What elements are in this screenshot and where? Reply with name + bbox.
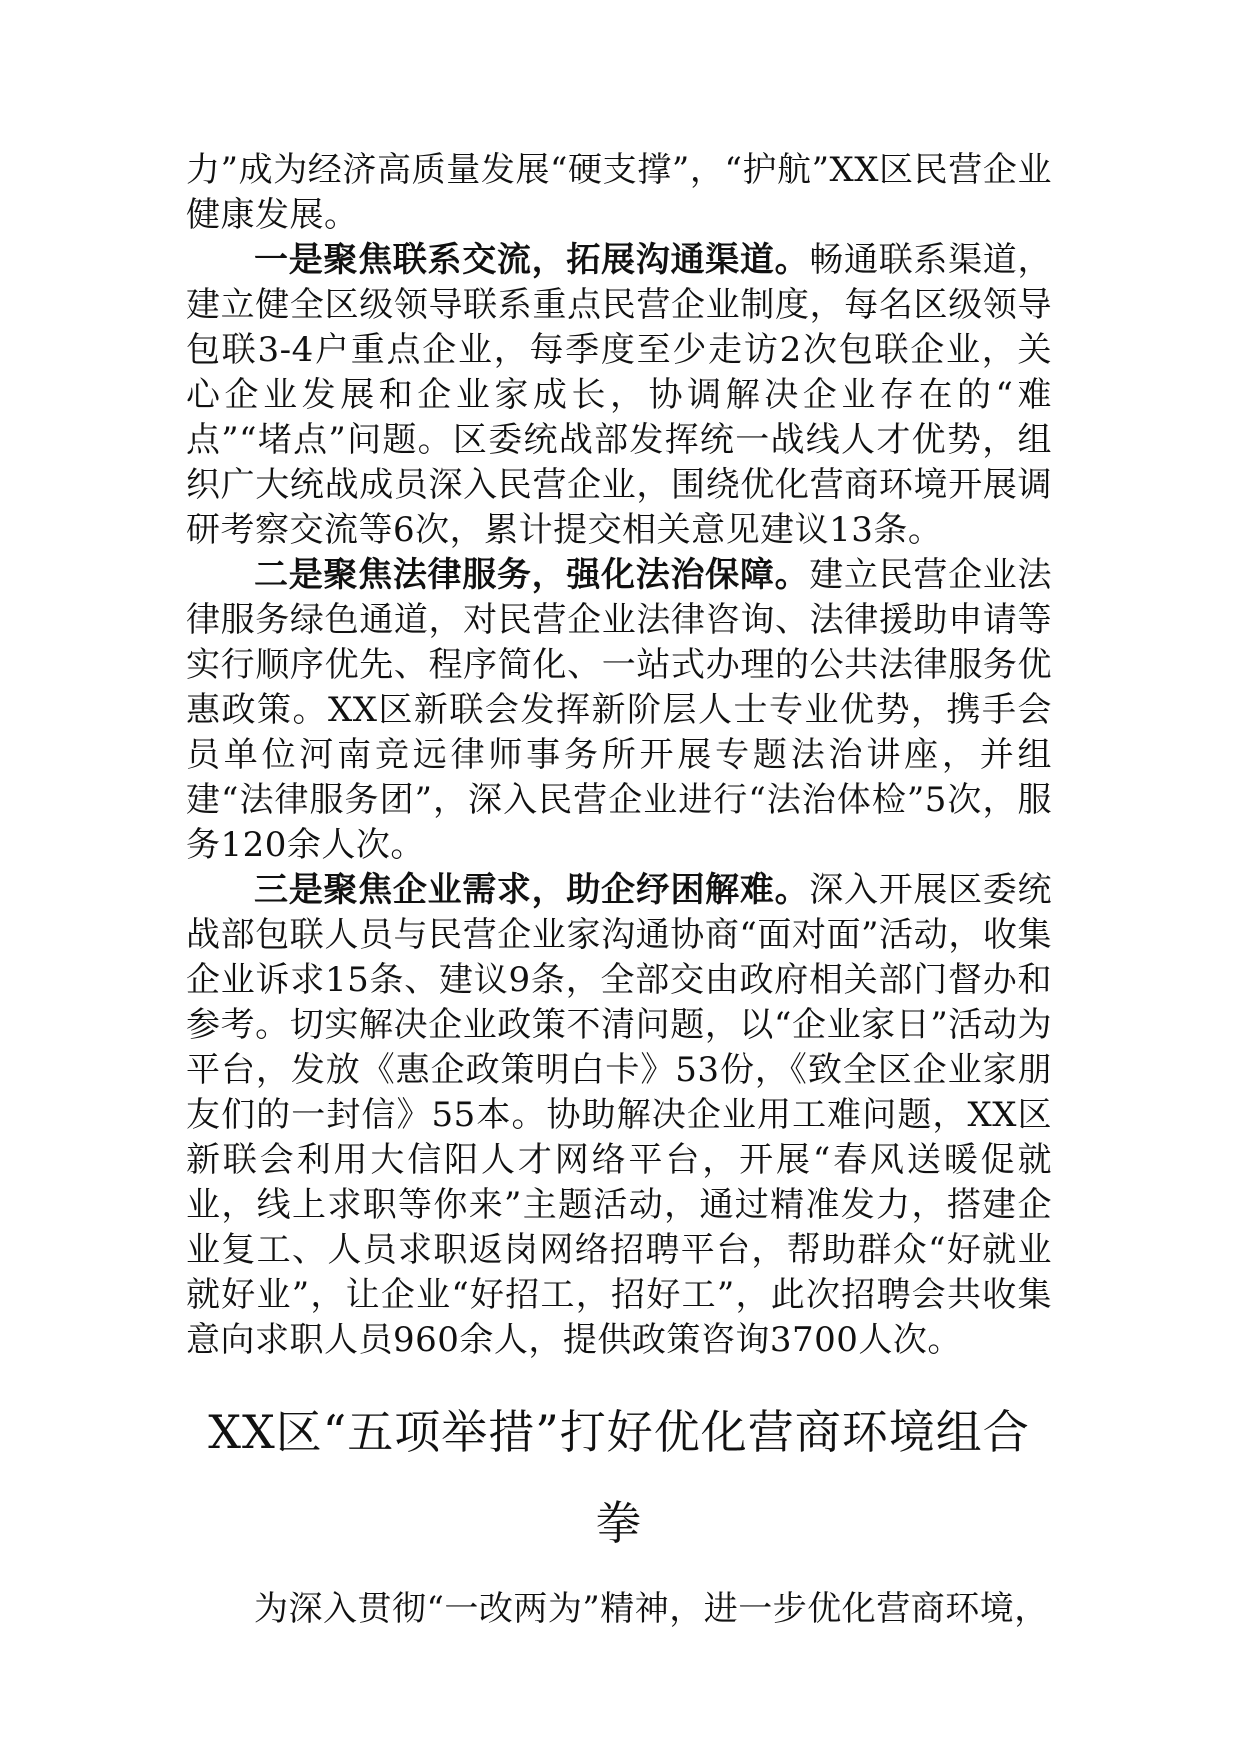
article-title-line-2: 拳 [595, 1496, 643, 1550]
section-lead-1: 一是聚焦联系交流，拓展沟通渠道。 [254, 240, 810, 280]
section-body-1: 畅通联系渠道，建立健全区级领导联系重点民营企业制度，每名区级领导包联3-4户重点企业，每季度至少走访2次包联企业，关心企业发展和企业家成长，协调解决企业存在的“难点”“堵点”问题。区委统战部发挥统一战线人才优势，组织广大统战成员深入民营企业，围绕优化营商环境开展调研考察交流等6次，累计提交相关意见建议13条。 [186, 240, 1053, 550]
document-page [186, 148, 1052, 1632]
section-paragraph-1 [186, 238, 1052, 553]
section-lead-2: 二是聚焦法律服务，强化法治保障。 [254, 555, 810, 595]
intro-paragraph: 为深入贯彻“一改两为”精神，进一步优化营商环境， [254, 1589, 1049, 1629]
section-lead-3: 三是聚焦企业需求，助企纾困解难。 [254, 870, 810, 910]
article-title-line-1: XX区“五项举措”打好优化营商环境组合 [208, 1405, 1030, 1459]
section-body-2: 建立民营企业法律服务绿色通道，对民营企业法律咨询、法律援助申请等实行顺序优先、程序简化、一站式办理的公共法律服务优惠政策。XX区新联会发挥新阶层人士专业优势，携手会员单位河南竞远律师事务所开展专题法治讲座，并组建“法律服务团”，深入民营企业进行“法治体检”5次，服务120余人次。 [186, 555, 1053, 865]
continued-paragraph: 力”成为经济高质量发展“硬支撑”，“护航”XX区民营企业健康发展。 [186, 150, 1052, 235]
section-paragraph-3 [186, 868, 1052, 1363]
section-paragraph-2 [186, 553, 1052, 868]
article-title [186, 1387, 1052, 1569]
section-body-3: 深入开展区委统战部包联人员与民营企业家沟通协商“面对面”活动，收集企业诉求15条、建议9条，全部交由政府相关部门督办和参考。切实解决企业政策不清问题，以“企业家日”活动为平台，发放《惠企政策明白卡》53份，《致全区企业家朋友们的一封信》55本。协助解决企业用工难问题，XX区新联会利用大信阳人才网络平台，开展“春风送暖促就业，线上求职等你来”主题活动，通过精准发力，搭建企业复工、人员求职返岗网络招聘平台，帮助群众“好就业就好业”，让企业“好招工，招好工”，此次招聘会共收集意向求职人员960余人，提供政策咨询3700人次。 [186, 870, 1053, 1360]
